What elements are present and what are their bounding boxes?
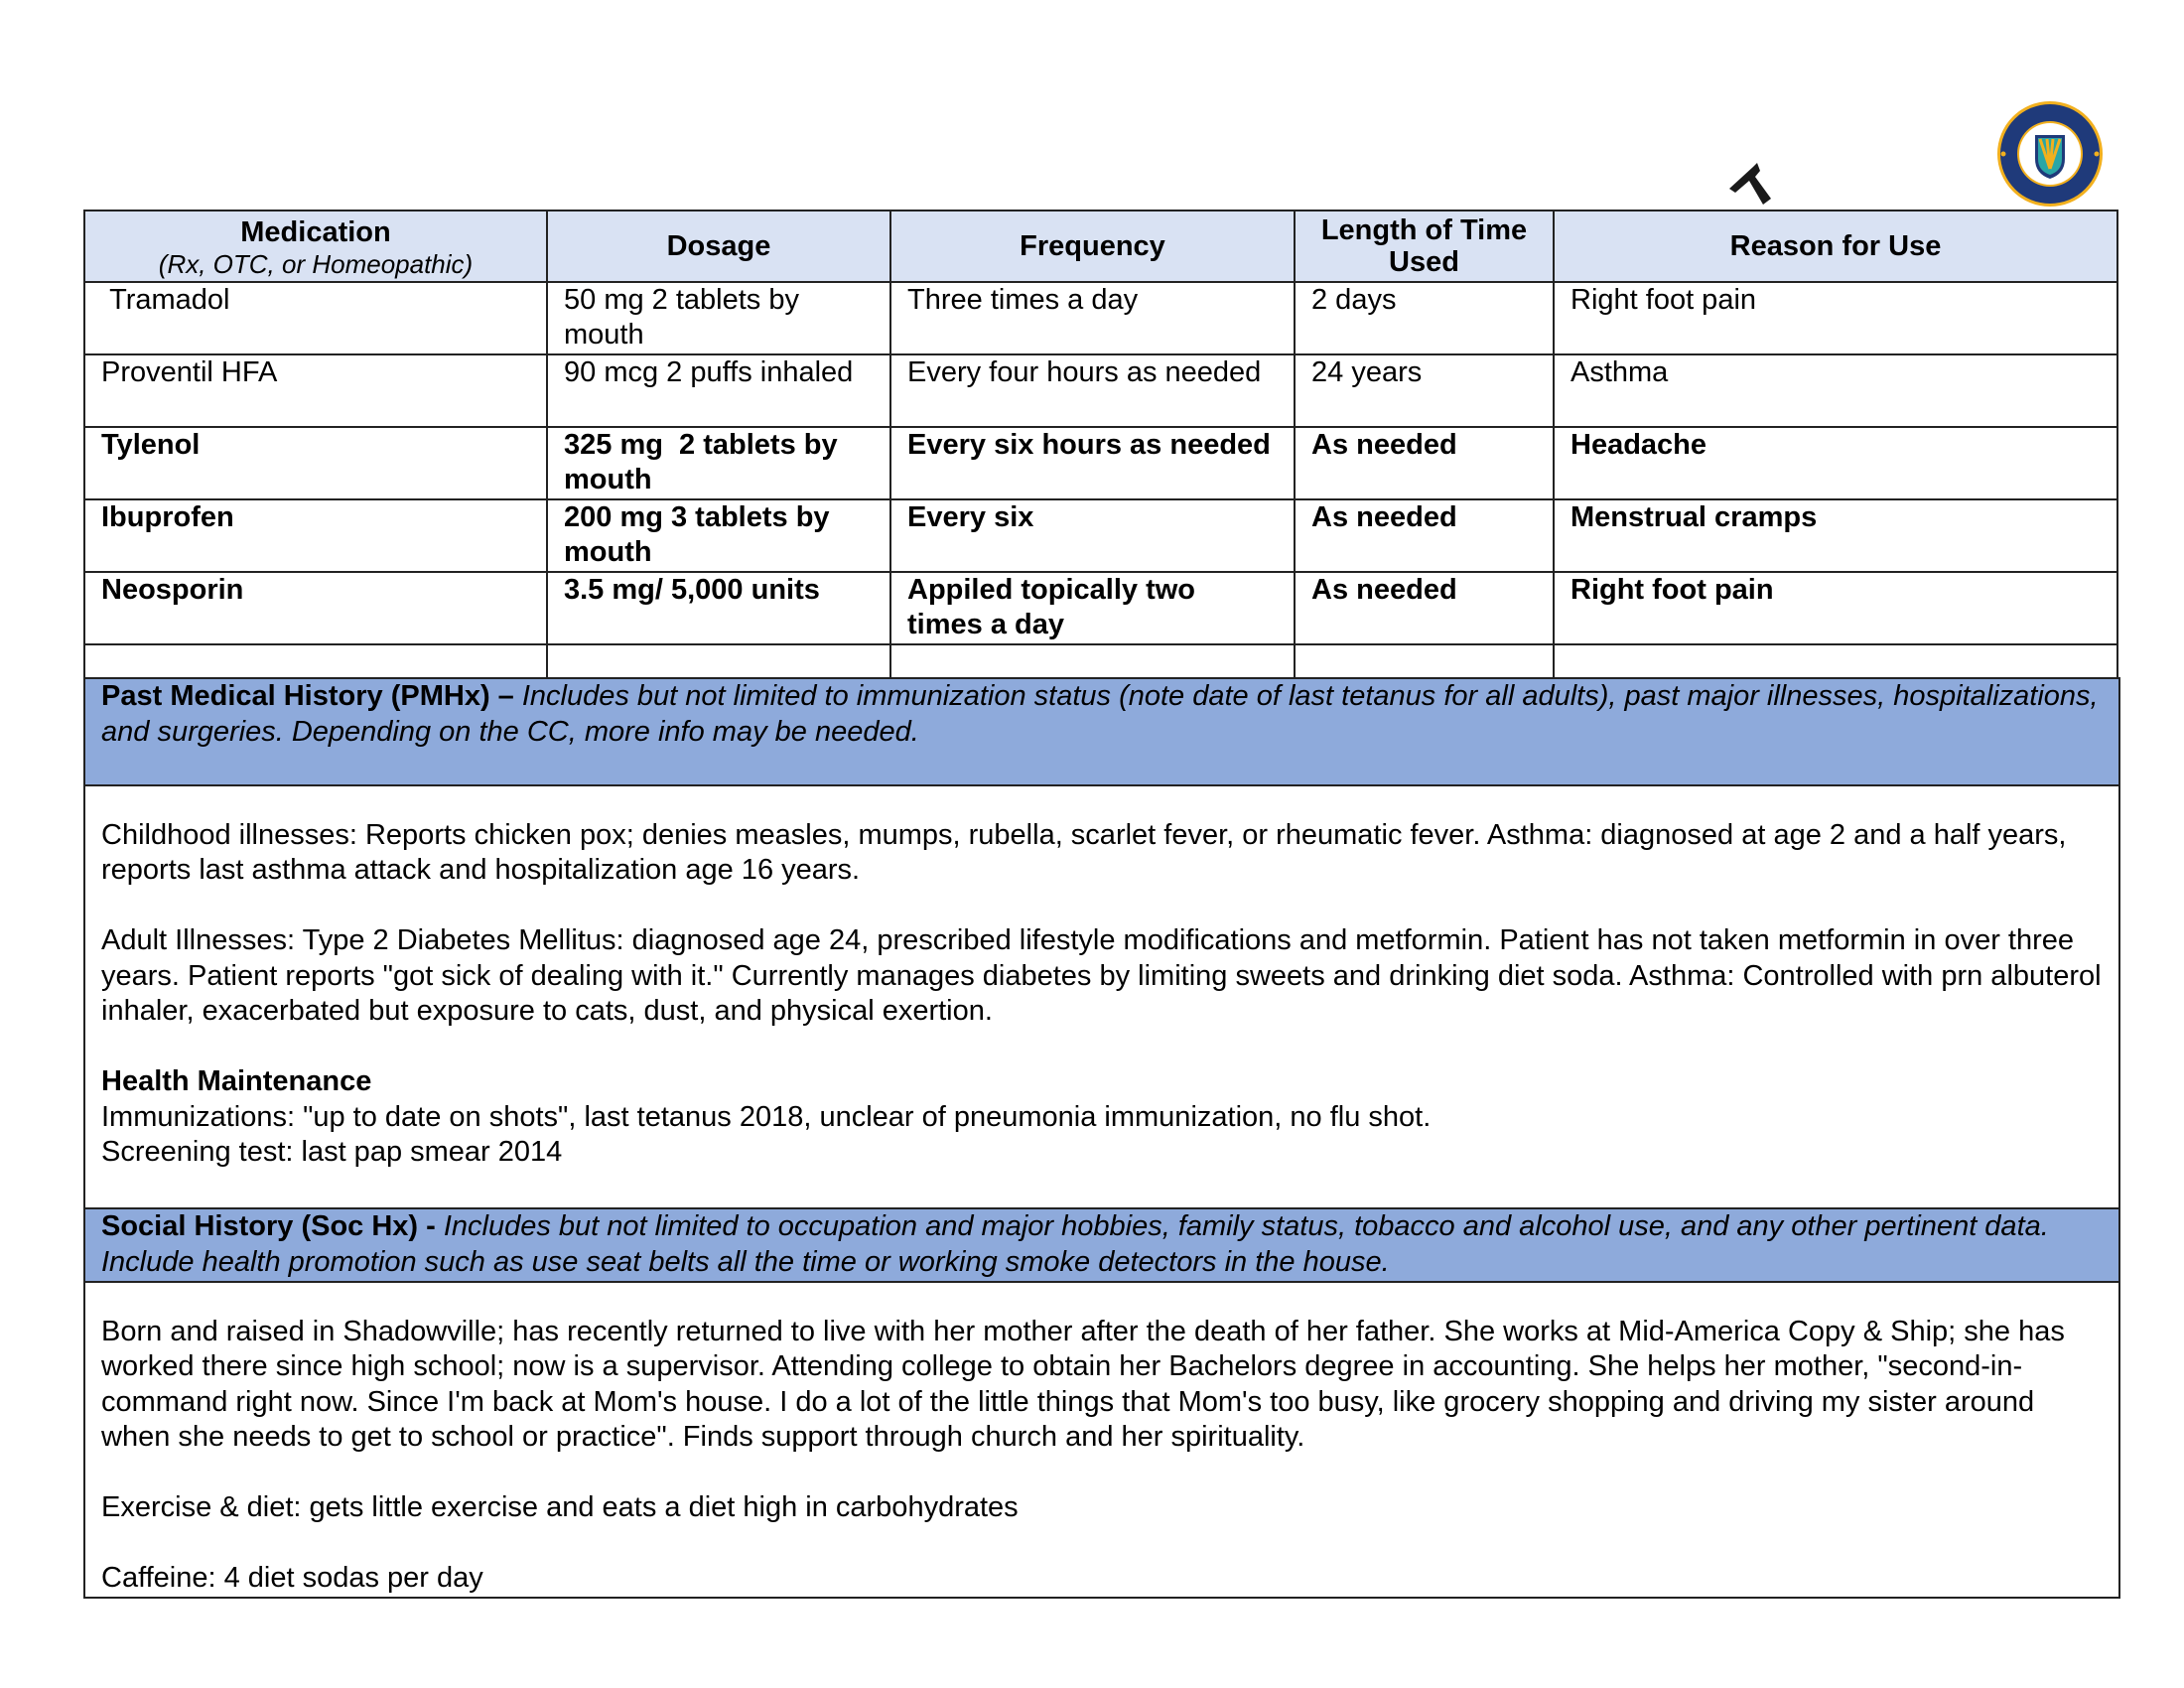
table-cell: Appiled topically two times a day — [890, 572, 1295, 644]
table-cell: 90 mcg 2 puffs inhaled — [547, 354, 890, 427]
table-cell: Asthma — [1554, 354, 2117, 427]
table-row — [84, 427, 2117, 499]
medications-table — [83, 210, 2118, 682]
header-length: Length of Time Used — [1295, 211, 1554, 282]
table-row — [84, 354, 2117, 427]
table-cell: Every six hours as needed — [890, 427, 1295, 499]
immunizations: Immunizations: "up to date on shots", last tetanus 2018, unclear of pneumonia immunization, no flu shot. — [101, 1100, 1432, 1133]
table-header-row — [84, 211, 2117, 282]
header-sub: (Rx, OTC, or Homeopathic) — [158, 248, 474, 279]
header-frequency: Frequency — [890, 211, 1295, 282]
table-cell — [1554, 644, 2117, 681]
table-cell: Ibuprofen — [84, 499, 547, 572]
table-cell: Proventil HFA — [84, 354, 547, 427]
header-label: Medication — [240, 215, 391, 248]
table-cell: As needed — [1295, 499, 1554, 572]
table-cell: Headache — [1554, 427, 2117, 499]
table-cell: 2 days — [1295, 282, 1554, 354]
table-cell — [890, 644, 1295, 681]
table-cell: Every six — [890, 499, 1295, 572]
mouse-cursor-icon — [1727, 159, 1787, 211]
table-cell: Right foot pain — [1554, 282, 2117, 354]
table-row — [84, 499, 2117, 572]
table-cell: Three times a day — [890, 282, 1295, 354]
table-cell — [1295, 644, 1554, 681]
social-description: Includes but not limited to occupation and major hobbies, family status, tobacco and alcohol use, and any other pertinent data. Include health promotion such as use seat belts all the time or working smoke detectors in the house. — [101, 1210, 2049, 1278]
table-row — [84, 572, 2117, 644]
table-cell: Right foot pain — [1554, 572, 2117, 644]
table-cell: Every four hours as needed — [890, 354, 1295, 427]
social-background: Born and raised in Shadowville; has recently returned to live with her mother after the death of her father. She works at Mid-America Copy & Ship; she has worked there since high school; now is a supervisor. Attending college to obtain her Bachelors degree in accounting. She helps her mother, "second-in-command right now. Since I'm back at Mom's house. I do a lot of the little things that Mom's too busy, like grocery shopping and driving my sister around when she needs to get to school or practice". Finds support through church and her spirituality. — [101, 1315, 2065, 1453]
table-cell — [547, 644, 890, 681]
social-history-header — [83, 1207, 2120, 1283]
pmhx-title: Past Medical History (PMHx) – — [101, 680, 522, 712]
table-cell: Menstrual cramps — [1554, 499, 2117, 572]
header-reason: Reason for Use — [1554, 211, 2117, 282]
adult-illnesses: Adult Illnesses: Type 2 Diabetes Mellitus: diagnosed age 24, prescribed lifestyle modifications and metformin. Patient has not taken metformin in over three years. Patient reports "got sick of dealing with it." Currently manages diabetes by limiting sweets and drinking diet soda. Asthma: Controlled with prn albuterol inhaler, exacerbated but exposure to cats, dust, and physical exertion. — [101, 924, 2102, 1027]
health-maintenance-heading: Health Maintenance — [101, 1065, 372, 1097]
table-cell: Tramadol — [84, 282, 547, 354]
table-cell: As needed — [1295, 572, 1554, 644]
table-cell: 3.5 mg/ 5,000 units — [547, 572, 890, 644]
caffeine: Caffeine: 4 diet sodas per day — [101, 1562, 483, 1594]
pmhx-header — [83, 677, 2120, 786]
table-cell: 325 mg 2 tablets by mouth — [547, 427, 890, 499]
header-medication — [84, 211, 547, 282]
pmhx-description: Includes but not limited to immunization status (note date of last tetanus for all adults), past major illnesses, hospitalizations, and surgeries. Depending on the CC, more info may be needed. — [101, 680, 2099, 748]
table-cell: 200 mg 3 tablets by mouth — [547, 499, 890, 572]
exercise-diet: Exercise & diet: gets little exercise and eats a diet high in carbohydrates — [101, 1491, 1019, 1523]
header-dosage: Dosage — [547, 211, 890, 282]
screening-test: Screening test: last pap smear 2014 — [101, 1136, 563, 1168]
social-history-body — [83, 1279, 2120, 1599]
social-title: Social History (Soc Hx) - — [101, 1210, 444, 1242]
table-cell: As needed — [1295, 427, 1554, 499]
table-cell: Tylenol — [84, 427, 547, 499]
table-cell: 24 years — [1295, 354, 1554, 427]
childhood-illnesses: Childhood illnesses: Reports chicken pox; denies measles, mumps, rubella, scarlet fever, or rheumatic fever. Asthma: diagnosed at age 2 and a half years, reports last asthma attack and hospitalization age 16 years. — [101, 818, 2067, 886]
pmhx-body — [83, 782, 2120, 1209]
table-cell — [84, 644, 547, 681]
table-cell: 50 mg 2 tablets by mouth — [547, 282, 890, 354]
table-row — [84, 282, 2117, 354]
table-row-empty — [84, 644, 2117, 681]
table-cell: Neosporin — [84, 572, 547, 644]
chamberlain-university-logo — [1995, 99, 2105, 209]
